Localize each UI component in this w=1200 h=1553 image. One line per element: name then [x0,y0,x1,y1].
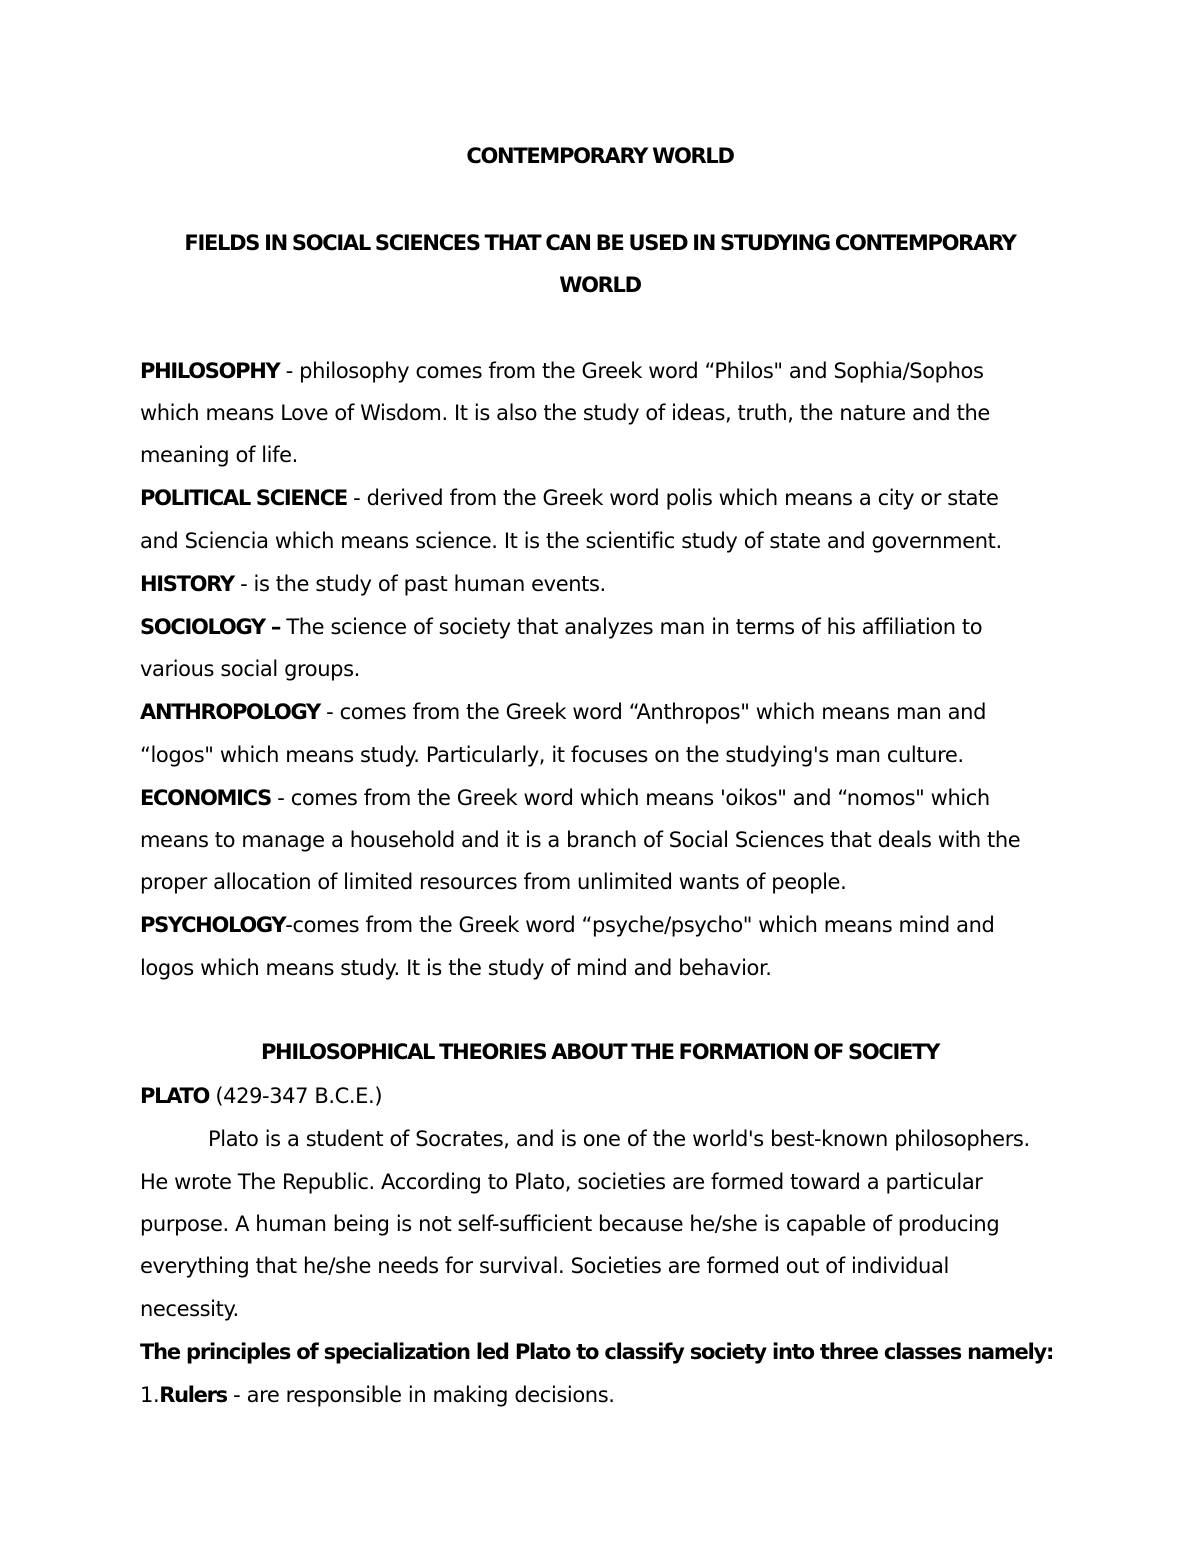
philosophy-text-line1: - philosophy comes from the Greek word “Philos" and Sophia/Sophos [279,359,984,383]
history-text-line1: - is the study of past human events. [233,572,606,596]
economics-paragraph-line2: means to manage a household and it is a branch of Social Sciences that deals with the [140,828,1021,852]
history-term: HISTORY [140,572,234,596]
principles-statement: The principles of specialization led Plato to classify society into three classes namely: [140,1340,1054,1364]
economics-paragraph-line3: proper allocation of limited resources from unlimited wants of people. [140,870,847,894]
economics-text-line1: - comes from the Greek word which means 'oikos" and “nomos" which [270,786,990,810]
sociology-term: SOCIOLOGY – [140,615,281,639]
plato-paragraph-line3: purpose. A human being is not self-sufficient because he/she is capable of producing [140,1212,1000,1236]
document-title: CONTEMPORARY WORLD [466,144,734,168]
rulers-term: Rulers [159,1383,227,1407]
rulers-text: - are responsible in making decisions. [226,1383,615,1407]
philosophy-paragraph-line3: meaning of life. [140,443,298,467]
section-heading-fields-line1: FIELDS IN SOCIAL SCIENCES THAT CAN BE USED IN STUDYING CONTEMPORARY [184,231,1016,255]
sociology-paragraph-line2: various social groups. [140,657,360,681]
plato-dates: (429-347 B.C.E.) [209,1084,383,1108]
sociology-paragraph-line1 [140,613,982,641]
philosophy-paragraph-line1 [140,357,984,385]
psychology-text-line1: -comes from the Greek word “psyche/psycho" which means mind and [285,913,995,937]
psychology-term: PSYCHOLOGY [140,913,286,937]
sociology-text-line1: The science of society that analyzes man in terms of his affiliation to [280,615,983,639]
political-science-text-line1: - derived from the Greek word polis which means a city or state [346,486,999,510]
political-science-term: POLITICAL SCIENCE [140,486,347,510]
plato-paragraph-line1: Plato is a student of Socrates, and is one of the world's best-known philosophers. [208,1127,1030,1151]
plato-paragraph-line2: He wrote The Republic. According to Plato, societies are formed toward a particular [140,1170,983,1194]
history-paragraph-line1 [140,570,606,598]
economics-term: ECONOMICS [140,786,271,810]
psychology-paragraph-line1 [140,911,994,939]
list-item-number: 1. [140,1383,160,1407]
economics-paragraph-line1 [140,784,990,812]
plato-term: PLATO [140,1084,210,1108]
anthropology-paragraph-line2: “logos" which means study. Particularly, it focuses on the studying's man culture. [140,743,964,767]
political-science-paragraph-line1 [140,484,998,512]
political-science-paragraph-line2: and Sciencia which means science. It is the scientific study of state and government. [140,529,1002,553]
anthropology-term: ANTHROPOLOGY [140,700,320,724]
anthropology-text-line1: - comes from the Greek word “Anthropos" which means man and [319,700,986,724]
plato-paragraph-line5: necessity. [140,1297,239,1321]
plato-heading-line [140,1082,382,1110]
philosophy-term: PHILOSOPHY [140,359,280,383]
section-heading-theories: PHILOSOPHICAL THEORIES ABOUT THE FORMATION OF SOCIETY [260,1040,940,1064]
psychology-paragraph-line2: logos which means study. It is the study of mind and behavior. [140,956,772,980]
anthropology-paragraph-line1 [140,698,986,726]
list-item-rulers [140,1381,615,1409]
philosophy-paragraph-line2: which means Love of Wisdom. It is also the study of ideas, truth, the nature and the [140,401,990,425]
section-heading-fields-line2: WORLD [559,273,641,297]
plato-paragraph-line4: everything that he/she needs for survival. Societies are formed out of individual [140,1254,949,1278]
